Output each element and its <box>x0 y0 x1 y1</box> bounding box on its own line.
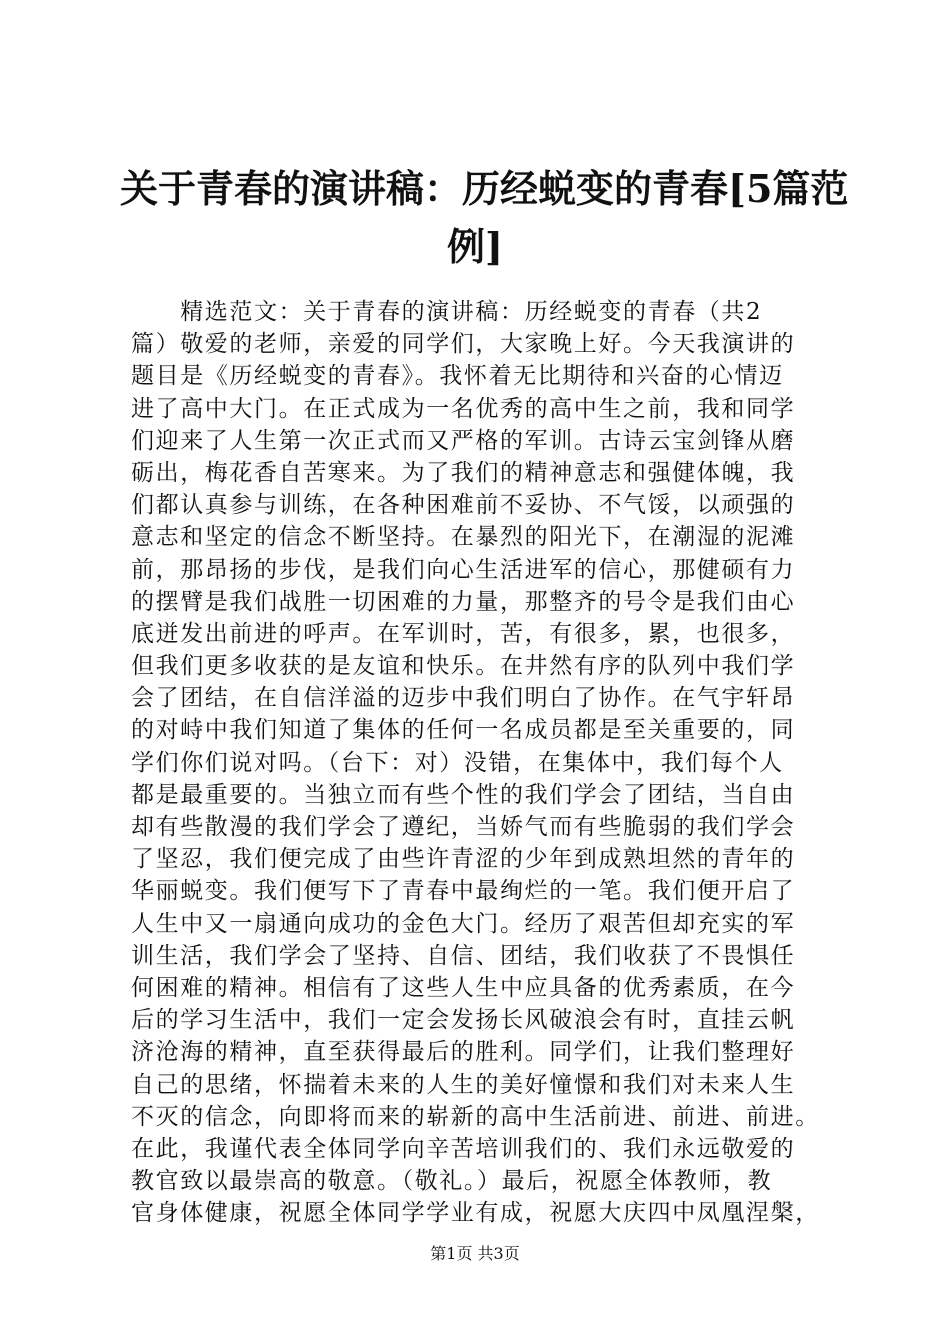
page-number-footer: 第1页 共3页 <box>430 1244 520 1263</box>
body-line: 底迸发出前进的呼声。在军训时，苦，有很多，累，也很多， <box>131 620 796 647</box>
body-line: 篇）敬爱的老师，亲爱的同学们，大家晚上好。今天我演讲的 <box>131 331 796 358</box>
body-line: 进了高中大门。在正式成为一名优秀的高中生之前，我和同学 <box>131 395 796 422</box>
body-line: 的摆臂是我们战胜一切困难的力量，那整齐的号令是我们由心 <box>131 588 796 615</box>
body-line: 何困难的精神。相信有了这些人生中应具备的优秀素质，在今 <box>131 974 796 1001</box>
document-title <box>120 160 849 276</box>
body-line: 了坚忍，我们便完成了由些许青涩的少年到成熟坦然的青年的 <box>131 846 796 873</box>
title-line-1: 关于青春的演讲稿：历经蜕变的青春[5篇范 <box>120 166 849 211</box>
body-line: 却有些散漫的我们学会了遵纪，当娇气而有些脆弱的我们学会 <box>131 814 796 840</box>
body-line: 会了团结，在自信洋溢的迈步中我们明白了协作。在气宇轩昂 <box>131 685 796 712</box>
body-line: 不灭的信念，向即将而来的崭新的高中生活前进、前进、前进。 <box>131 1103 820 1130</box>
body-line: 学们你们说对吗。（台下：对）没错，在集体中，我们每个人 <box>131 749 784 776</box>
body-line: 的对峙中我们知道了集体的任何一名成员都是至关重要的，同 <box>131 717 796 744</box>
body-line: 题目是《历经蜕变的青春》。我怀着无比期待和兴奋的心情迈 <box>131 363 784 390</box>
body-line: 济沧海的精神，直至获得最后的胜利。同学们，让我们整理好 <box>131 1039 796 1066</box>
body-line: 但我们更多收获的是友谊和快乐。在井然有序的队列中我们学 <box>131 653 796 680</box>
body-line: 自己的思绪，怀揣着未来的人生的美好憧憬和我们对未来人生 <box>131 1071 796 1098</box>
body-line: 训生活，我们学会了坚持、自信、团结，我们收获了不畏惧任 <box>131 942 796 969</box>
title-line-2: 例] <box>447 224 503 269</box>
body-line: 教官致以最崇高的敬意。（敬礼。）最后，祝愿全体教师，教 <box>131 1168 773 1195</box>
document-body <box>131 296 836 1229</box>
body-line: 华丽蜕变。我们便写下了青春中最绚烂的一笔。我们便开启了 <box>131 878 796 905</box>
body-line: 们迎来了人生第一次正式而又严格的军训。古诗云宝剑锋从磨 <box>131 427 796 454</box>
body-line: 前，那昂扬的步伐，是我们向心生活进军的信心，那健硕有力 <box>131 556 796 583</box>
body-line: 都是最重要的。当独立而有些个性的我们学会了团结，当自由 <box>131 781 796 808</box>
body-line: 砺出，梅花香自苦寒来。为了我们的精神意志和强健体魄，我 <box>131 459 796 486</box>
body-line: 精选范文：关于青春的演讲稿：历经蜕变的青春（共2 <box>131 299 763 325</box>
body-line: 后的学习生活中，我们一定会发扬长风破浪会有时，直挂云帆 <box>131 1007 796 1034</box>
body-line: 们都认真参与训练，在各种困难前不妥协、不气馁，以顽强的 <box>131 492 796 519</box>
body-line: 意志和坚定的信念不断坚持。在暴烈的阳光下，在潮湿的泥滩 <box>131 524 796 551</box>
body-line: 人生中又一扇通向成功的金色大门。经历了艰苦但却充实的军 <box>131 910 796 937</box>
body-line: 官身体健康，祝愿全体同学学业有成，祝愿大庆四中凤凰涅槃， <box>131 1200 820 1227</box>
body-line: 在此，我谨代表全体同学向辛苦培训我们的、我们永远敬爱的 <box>131 1135 796 1162</box>
